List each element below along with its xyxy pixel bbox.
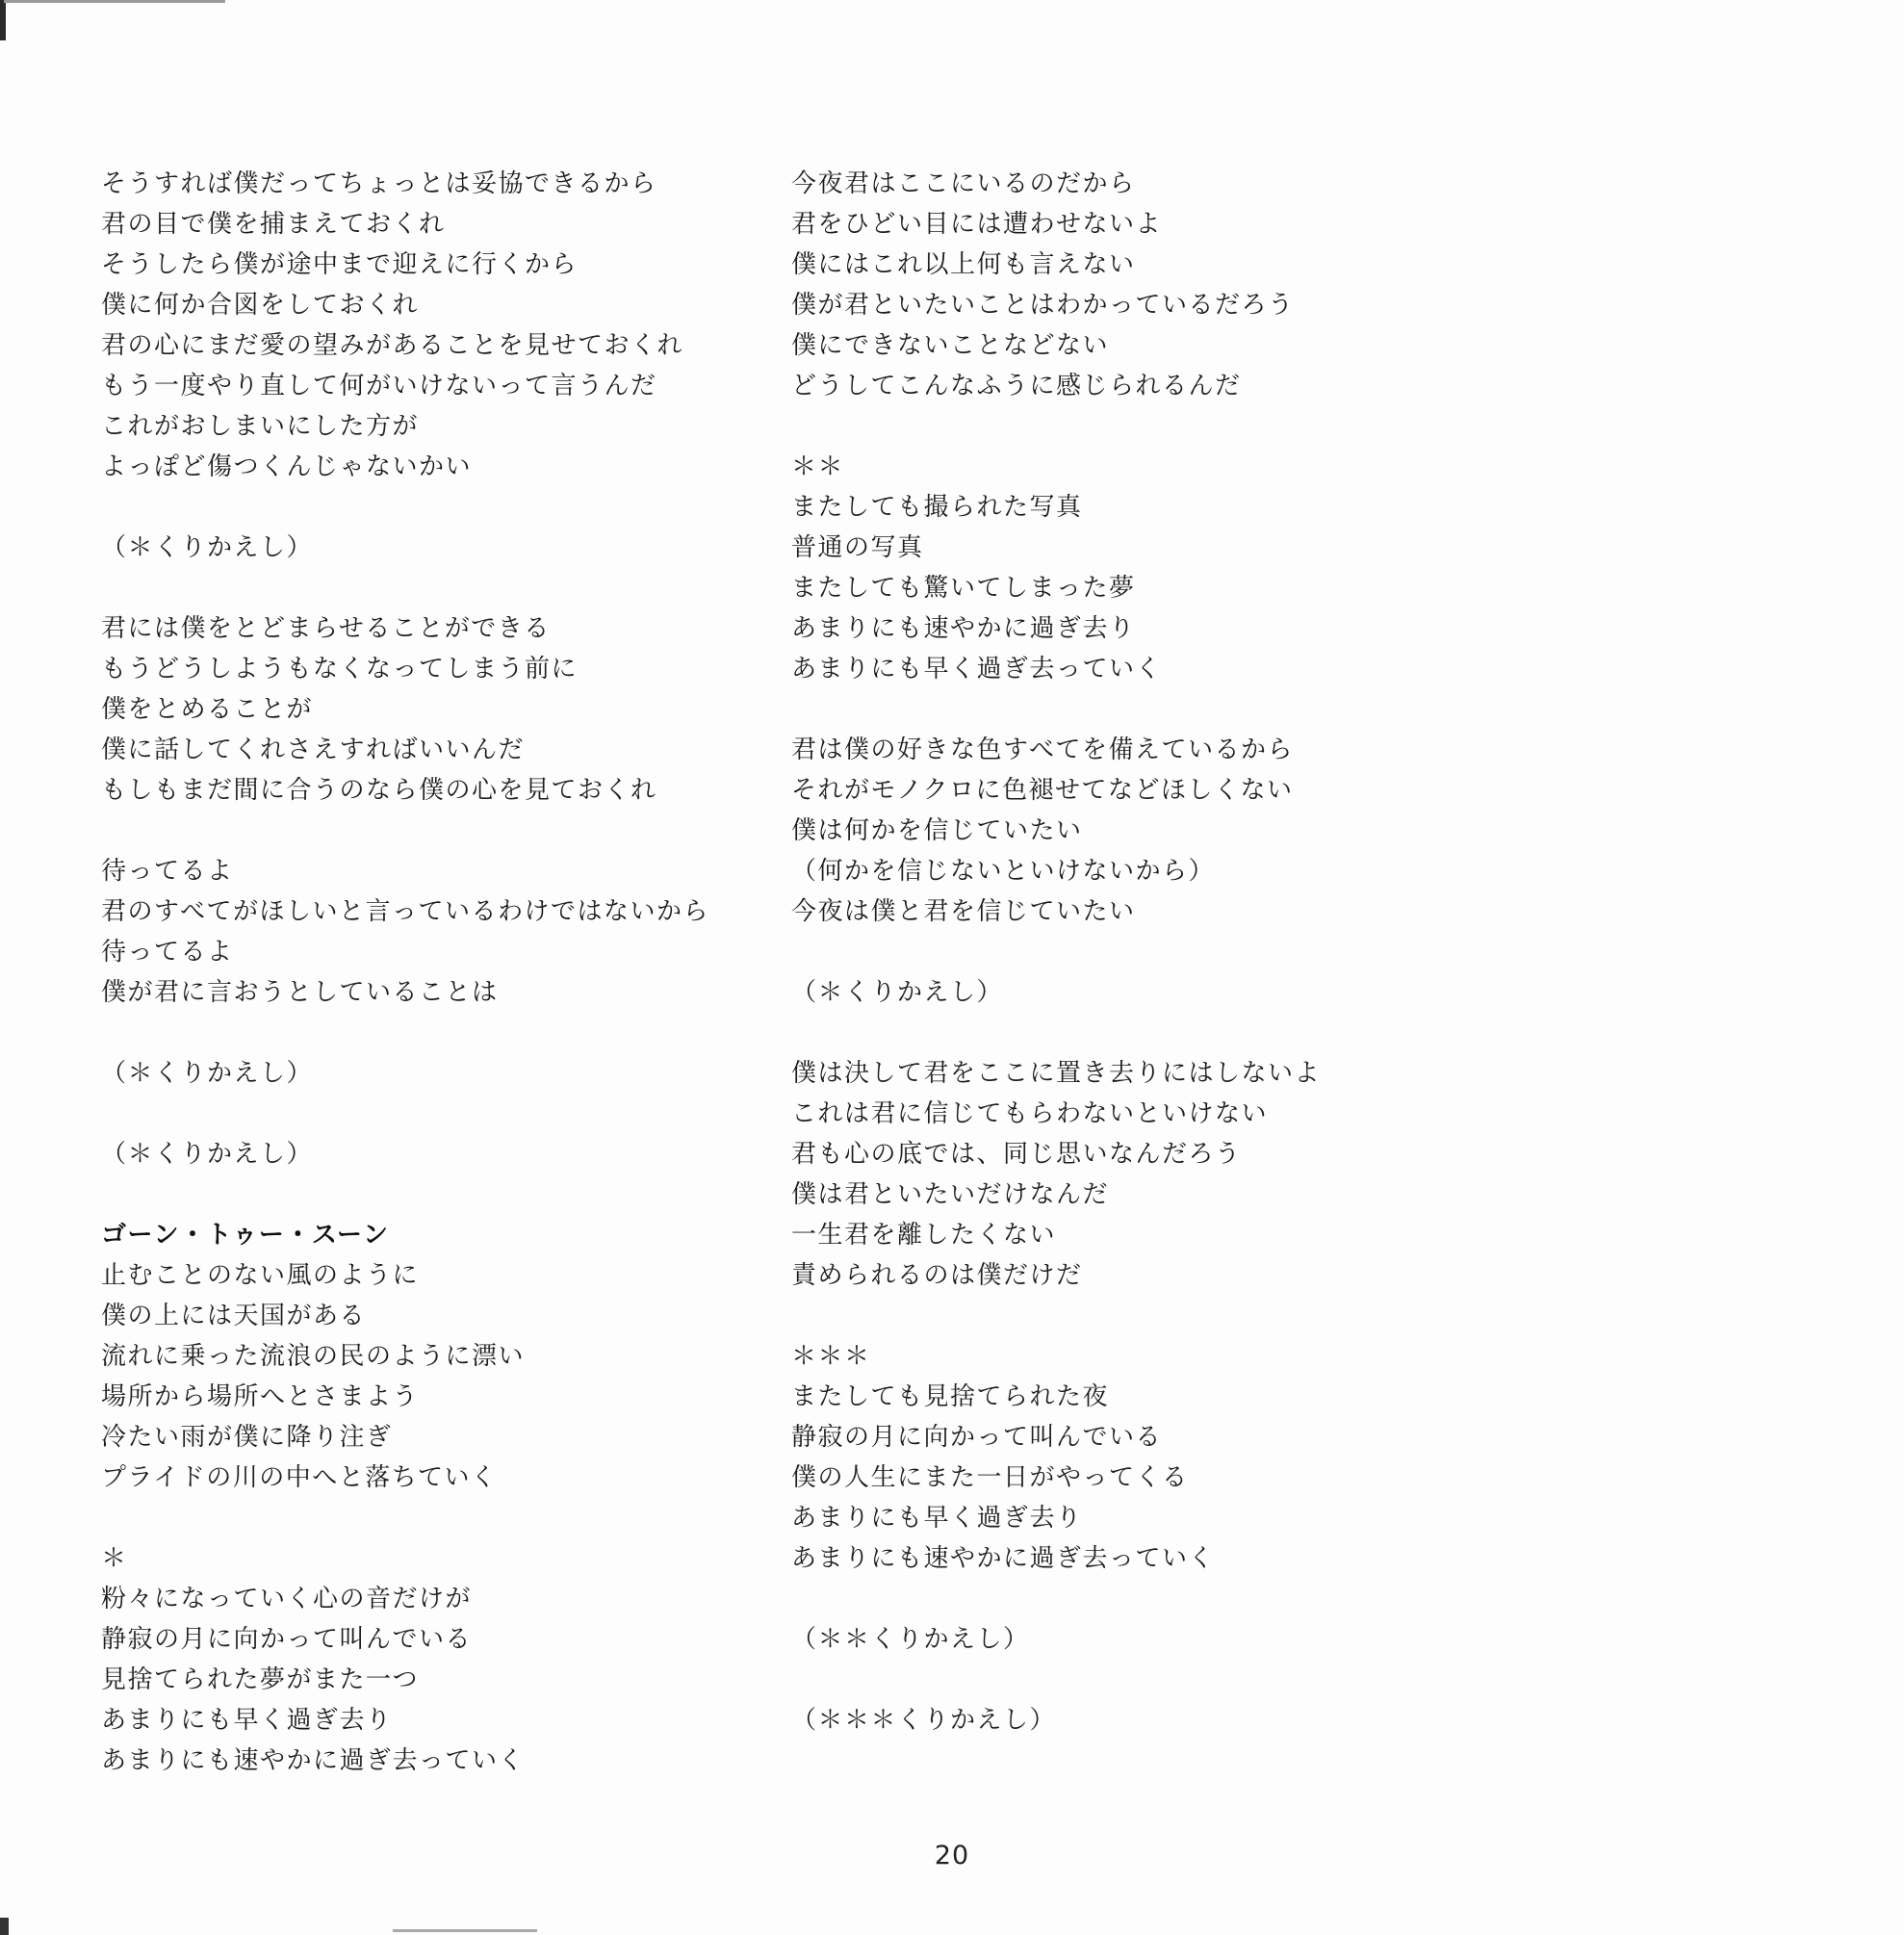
lyric-line: （＊くりかえし）: [101, 1140, 314, 1169]
lyric-line: （＊くりかえし）: [101, 1059, 314, 1088]
lyric-line: （＊くりかえし）: [101, 533, 314, 562]
lyric-line: ＊: [101, 1544, 128, 1573]
lyric-line: 冷たい雨が僕に降り注ぎ: [101, 1423, 393, 1452]
lyric-line: 責められるのは僕だけだ: [791, 1261, 1083, 1290]
lyric-line: 君の心にまだ愛の望みがあることを見せておくれ: [101, 331, 684, 360]
lyric-line: そうしたら僕が途中まで迎えに行くから: [101, 250, 579, 279]
lyric-line: 君も心の底では、同じ思いなんだろう: [791, 1140, 1242, 1169]
lyric-line: 君の目で僕を捕まえておくれ: [101, 210, 446, 239]
lyric-line: 君は僕の好きな色すべてを備えているから: [791, 735, 1294, 764]
lyric-line: 僕が君といたいことはわかっているだろう: [791, 291, 1295, 320]
blank-line: [791, 406, 1484, 447]
lyric-line: またしても驚いてしまった夢: [791, 574, 1136, 603]
lyric-line: 君のすべてがほしいと言っているわけではないから: [101, 897, 709, 926]
blank-line: [791, 1296, 1484, 1336]
blank-line: [791, 1013, 1484, 1053]
lyric-line: 僕に話してくれさえすればいいんだ: [101, 735, 526, 764]
lyric-line: （何かを信じないといけないから）: [791, 857, 1216, 886]
page-number: 20: [934, 1841, 970, 1870]
lyric-line: ＊＊＊: [791, 1342, 871, 1371]
lyric-line: あまりにも速やかに過ぎ去っていく: [791, 1544, 1216, 1573]
lyric-line: 僕にできないことなどない: [791, 331, 1110, 360]
lyric-line: 僕は君といたいだけなんだ: [791, 1180, 1110, 1209]
lyric-line: あまりにも速やかに過ぎ去っていく: [101, 1746, 526, 1775]
scan-artifact: [0, 0, 6, 40]
blank-line: [101, 1013, 775, 1053]
lyric-line: 僕をとめることが: [101, 695, 314, 724]
lyric-line: 僕の上には天国がある: [101, 1302, 367, 1330]
blank-line: [791, 1579, 1484, 1619]
lyric-line: 僕にはこれ以上何も言えない: [791, 250, 1136, 279]
lyric-line: 普通の写真: [791, 533, 924, 562]
lyric-line: 待ってるよ: [101, 938, 234, 967]
lyric-line: 一生君を離したくない: [791, 1221, 1057, 1250]
lyric-line: これがおしまいにした方が: [101, 412, 420, 441]
blank-line: [101, 811, 775, 851]
lyric-line: 僕は何かを信じていたい: [791, 816, 1083, 845]
lyric-line: 止むことのない風のように: [101, 1261, 420, 1290]
lyric-line: 僕は決して君をここに置き去りにはしないよ: [791, 1059, 1322, 1088]
lyric-line: ＊＊: [791, 452, 845, 481]
lyric-line: 見捨てられた夢がまた一つ: [101, 1665, 420, 1694]
lyric-line: あまりにも早く過ぎ去っていく: [791, 655, 1163, 684]
lyric-line: 僕の人生にまた一日がやってくる: [791, 1463, 1189, 1492]
lyric-line: もうどうしようもなくなってしまう前に: [101, 655, 579, 684]
lyric-line: どうしてこんなふうに感じられるんだ: [791, 372, 1242, 400]
lyric-line: 流れに乗った流浪の民のように漂い: [101, 1342, 526, 1371]
lyric-line: これは君に信じてもらわないといけない: [791, 1099, 1269, 1128]
lyric-line: それがモノクロに色褪せてなどほしくない: [791, 776, 1294, 805]
lyric-line: 待ってるよ: [101, 857, 234, 886]
lyric-line: あまりにも速やかに過ぎ去り: [791, 614, 1136, 643]
scan-artifact: [4, 0, 225, 3]
lyric-line: またしても撮られた写真: [791, 493, 1083, 522]
lyric-line: 今夜君はここにいるのだから: [791, 169, 1136, 198]
lyric-line: 静寂の月に向かって叫んでいる: [101, 1625, 473, 1654]
lyric-line: （＊＊＊くりかえし）: [791, 1706, 1057, 1735]
blank-line: [101, 568, 775, 608]
blank-line: [101, 1498, 775, 1538]
lyrics-column-right: [791, 164, 1484, 1741]
lyric-line: プライドの川の中へと落ちていく: [101, 1463, 498, 1492]
scan-artifact: [0, 1918, 9, 1935]
lyric-line: そうすれば僕だってちょっとは妥協できるから: [101, 169, 657, 198]
lyric-line: 今夜は僕と君を信じていたい: [791, 897, 1136, 926]
blank-line: [791, 932, 1484, 972]
lyric-line: もしもまだ間に合うのなら僕の心を見ておくれ: [101, 776, 657, 805]
lyrics-column-left: [101, 164, 775, 1781]
lyric-line: よっぽど傷つくんじゃないかい: [101, 452, 473, 481]
lyric-line: 静寂の月に向かって叫んでいる: [791, 1423, 1163, 1452]
scan-artifact: [393, 1929, 537, 1932]
lyric-line: あまりにも早く過ぎ去り: [791, 1504, 1083, 1533]
lyric-line: 場所から場所へとさまよう: [101, 1382, 420, 1411]
lyric-line: 君をひどい目には遭わせないよ: [791, 210, 1163, 239]
song-title: ゴーン・トゥー・スーン: [101, 1221, 390, 1250]
lyric-line: またしても見捨てられた夜: [791, 1382, 1110, 1411]
lyric-line: あまりにも早く過ぎ去り: [101, 1706, 393, 1735]
lyric-line: （＊くりかえし）: [791, 978, 1004, 1007]
blank-line: [101, 1174, 775, 1215]
lyric-line: 君には僕をとどまらせることができる: [101, 614, 551, 643]
blank-line: [791, 1660, 1484, 1700]
lyric-line: （＊＊くりかえし）: [791, 1625, 1030, 1654]
lyric-line: 粉々になっていく心の音だけが: [101, 1585, 473, 1613]
blank-line: [101, 487, 775, 528]
lyric-line: 僕に何か合図をしておくれ: [101, 291, 420, 320]
blank-line: [791, 689, 1484, 730]
lyric-line: 僕が君に言おうとしていることは: [101, 978, 499, 1007]
lyric-line: もう一度やり直して何がいけないって言うんだ: [101, 372, 657, 400]
blank-line: [101, 1094, 775, 1134]
